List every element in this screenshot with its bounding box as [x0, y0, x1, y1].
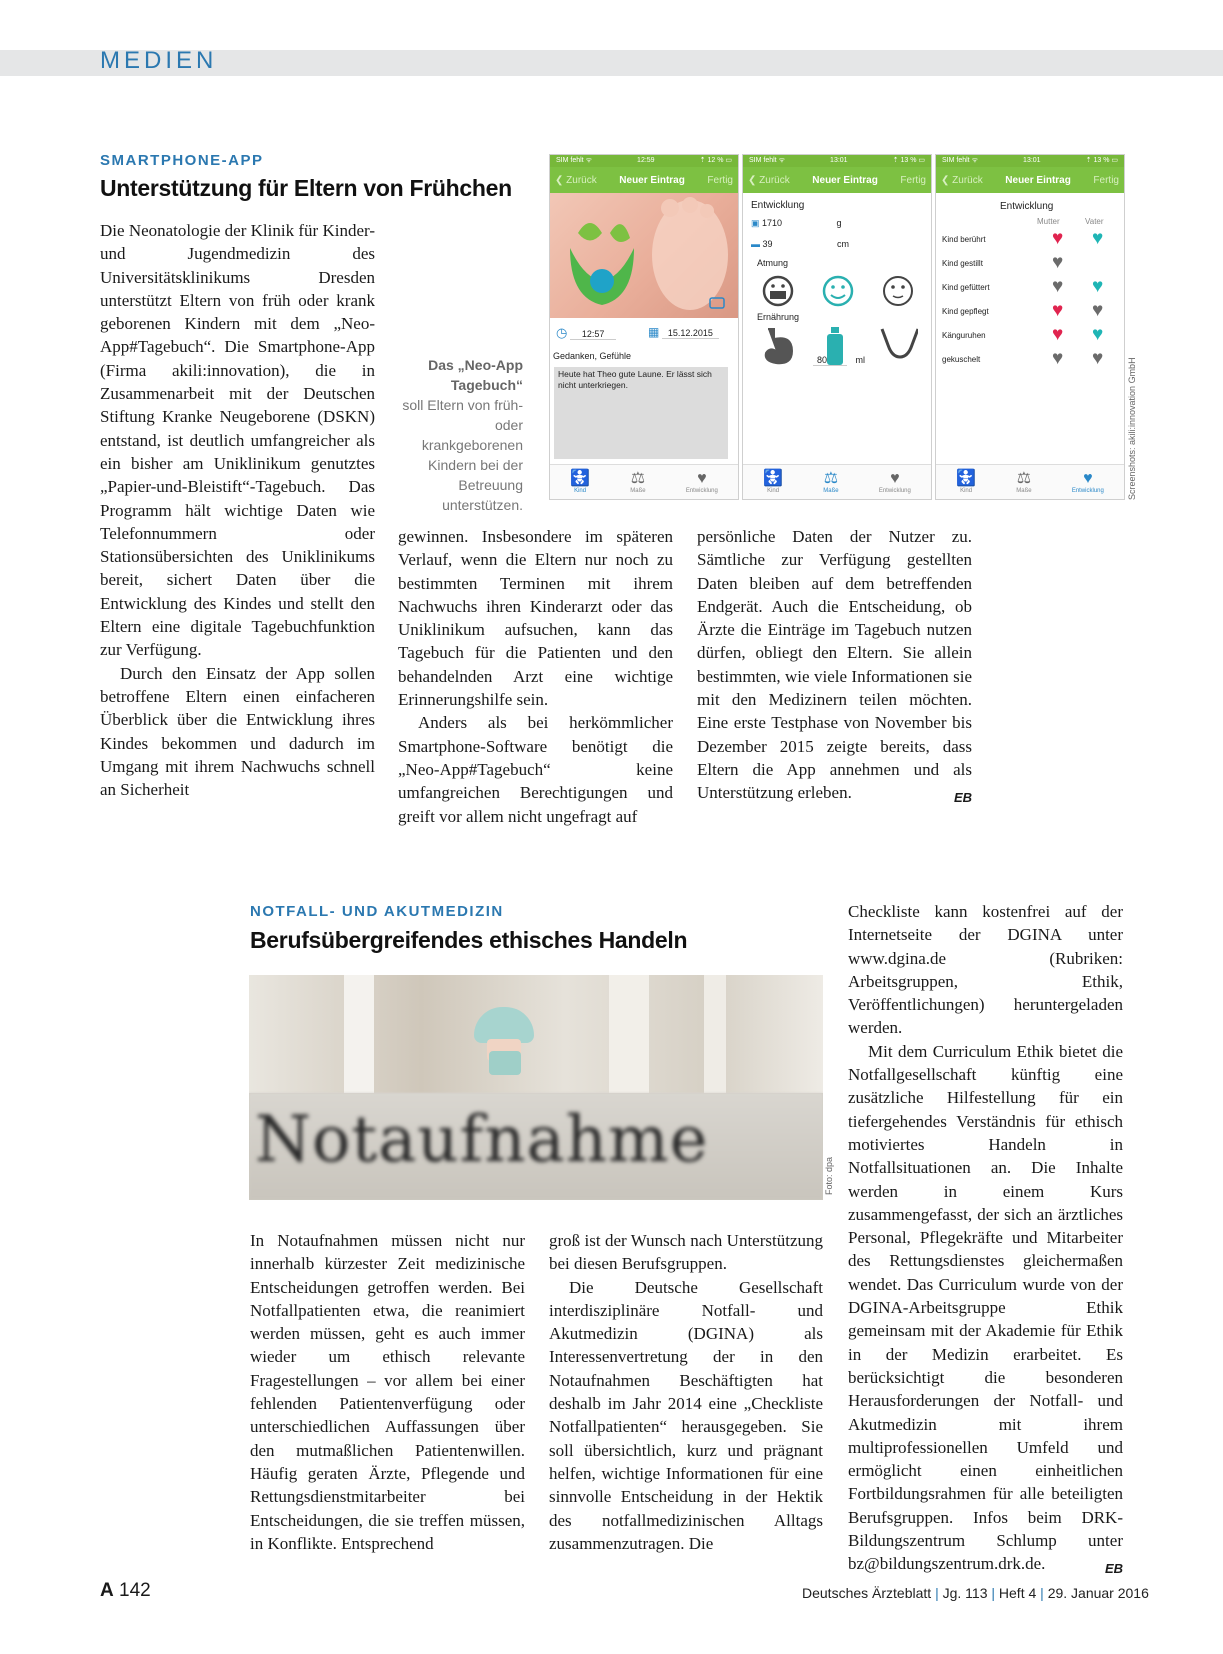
cpap-baby-icon — [824, 277, 852, 305]
breathing-label: Atmung — [757, 258, 789, 268]
heart-toggle-icon[interactable]: ♥ — [1052, 228, 1064, 249]
done-button[interactable]: Fertig — [707, 174, 733, 186]
tab-masse[interactable]: ⚖ Maße — [1016, 470, 1032, 494]
caption-text: soll Eltern von früh- oder krankgeborenen Kindern bei der Betreuung unterstützen. — [402, 397, 523, 513]
tab-entwicklung[interactable]: ♥ Entwicklung — [878, 470, 911, 494]
breathing-options — [758, 273, 918, 309]
row-label: gekuschelt — [942, 355, 981, 364]
journal-volume: Jg. 113 — [942, 1585, 988, 1601]
heart-toggle-icon[interactable]: ♥ — [1052, 324, 1064, 345]
baby-icon: 🚼 — [956, 470, 977, 487]
notaufnahme-sign: Notaufnahme — [255, 1103, 709, 1177]
article2-column-1 — [250, 1229, 525, 1555]
journal-date: 29. Januar 2016 — [1047, 1585, 1149, 1601]
scale-icon: ⚖ — [823, 470, 839, 487]
heart-icon: ♥ — [697, 470, 707, 487]
baby-icon: 🚼 — [570, 470, 591, 487]
article1-title: Unterstützung für Eltern von Frühchen — [100, 175, 512, 201]
paragraph: Die Neonatologie der Klinik für Kinder- und Jugendmedizin des Universitätsklinikums Dresden unterstützt Eltern von früh oder krank geborenen Kindern mit dem „Neo-App#Tagebuch“. Die Smartphone-App (Firma akili:innovation), die in Zusammenarbeit mit der Deutschen Stiftung Kranke Neugeborene (DSKN) entstand, ist deutlich umfangreicher als ein bisher am Uniklinikum genutztes „Papier-und-Bleistift“-Tagebuch. Das Programm hält wichtige Daten wie Telefonnummern oder Stationsübersichten des Uniklinikums bereit, sichert Daten über die Entwicklung des Kindes und stellt den Eltern eine digitale Tagebuchfunktion zur Verfügung. — [100, 221, 375, 660]
emergency-room-photo — [249, 975, 823, 1200]
page-prefix: A — [100, 1580, 114, 1601]
baby-photo — [550, 193, 738, 318]
calendar-icon: ▦ — [648, 325, 660, 339]
col-father: Vater — [1085, 217, 1104, 226]
app-nav-bar — [550, 167, 738, 193]
heart-icon: ♥ — [1083, 470, 1093, 487]
author-initials: EB — [1104, 1561, 1123, 1577]
heart-toggle-icon[interactable]: ♥ — [1052, 348, 1064, 369]
entry-date: ▦ 15.12.2015 — [648, 325, 719, 339]
row-label: Känguruhen — [942, 331, 986, 340]
tab-bar — [936, 464, 1124, 499]
nav-title: Neuer Eintrag — [1005, 174, 1071, 186]
tab-masse[interactable]: ⚖ Maße — [823, 470, 839, 494]
tab-kind[interactable]: 🚼 Kind — [570, 470, 591, 494]
row-label: Kind gefüttert — [942, 283, 990, 292]
paragraph: In Notaufnahmen müssen nicht nur innerhalb kürzester Zeit medizinische Entscheidungen getroffen werden. Bei Notfallpatienten etwa, die reanimiert werden müssen, geht es auch immer wieder um ethisch relevante Fragestellungen – vor allem bei einer fehlenden Patientenverfügung oder unterschiedlichen Auffassungen über den mutmaßlichen Patientenwillen. Häufig geraten Ärzte, Pflegende und Rettungsdienstmitarbeiter bei Entscheidungen, die sie treffen müssen, in Konflikte. Entsprechend — [250, 1231, 525, 1553]
nav-title: Neuer Eintrag — [812, 174, 878, 186]
app-screenshot-diary — [549, 154, 739, 500]
tab-entwicklung[interactable]: ♥ Entwicklung — [685, 470, 718, 494]
status-bar: SIM fehlt ᯤ 13:01 ⇡ 13 % ▭ — [936, 155, 1124, 167]
paragraph: Anders als bei herkömmlicher Smartphone-Software benötigt die „Neo-App#Tagebuch“ keine umfangreichen Berechtigungen und greift vor allem nicht ungefragt auf — [398, 713, 673, 826]
col-mother: Mutter — [1037, 217, 1060, 226]
ventilator-baby-icon — [764, 277, 792, 305]
journal-issue: Heft 4 — [998, 1585, 1037, 1601]
journal-info: Deutsches Ärzteblatt | Jg. 113 | Heft 4 | 29. Januar 2016 — [802, 1585, 1149, 1601]
heart-toggle-icon[interactable]: ♥ — [1092, 324, 1104, 345]
heart-toggle-icon[interactable]: ♥ — [1092, 348, 1104, 369]
notes-label: Gedanken, Gefühle — [553, 351, 632, 361]
notes-textarea[interactable]: Heute hat Theo gute Laune. Er lässt sich nicht unterkriegen. — [554, 367, 728, 459]
heart-toggle-icon[interactable]: ♥ — [1092, 228, 1104, 249]
row-label: Kind gestillt — [942, 259, 983, 268]
paragraph: Mit dem Curriculum Ethik bietet die Notfallgesellschaft künftig eine zusätzliche Hilfestellung für ein tiefergehendes Verständnis für ethisch motiviertes Handeln in Notfallsituationen an. Die Inhalte werden in einem Kurs zusammengefasst, der sich an ärztliches Personal, Pflegekräfte und Mitarbeiter des Rettungsdienstes gleichermaßen wendet. Das Curriculum wurde von der DGINA-Arbeitsgruppe Ethik gemeinsam mit der Akademie für Ethik in der Medizin erarbeitet. Es berücksichtigt die besonderen Herausforderungen der Notfall- und Akutmedizin mit ihrem multiprofessionellen Umfeld und ermöglicht einen einheitlichen Fortbildungsrahmen für alle beteiligten Berufsgruppen. Infos beim DRK-Bildungszentrum Schlump unter bz@bildungszentrum.drk.de. EB — [848, 1040, 1123, 1576]
length-row: ▬ 39 cm — [751, 239, 850, 249]
done-button[interactable]: Fertig — [900, 174, 926, 186]
status-bar: SIM fehlt ᯤ 13:01 ⇡ 13 % ▭ — [743, 155, 931, 167]
breastfeeding-icon — [882, 329, 918, 357]
free-breathing-baby-icon — [884, 277, 912, 305]
nav-title: Neuer Eintrag — [619, 174, 685, 186]
app-screenshot-development — [935, 154, 1125, 500]
heart-toggle-icon[interactable]: ♥ — [1052, 300, 1064, 321]
done-button[interactable]: Fertig — [1093, 174, 1119, 186]
paragraph: Durch den Einsatz der App sollen betroffene Eltern einen einfacheren Überblick über die Entwicklung ihres Kindes bekommen und dadurch im Umgang mit ihrem Nachwuchs schnell an Sicherheit — [100, 663, 375, 800]
stomach-tube-icon — [766, 329, 792, 363]
back-button[interactable]: ❮ Zurück — [941, 174, 983, 186]
tab-bar — [743, 464, 931, 499]
journal-name: Deutsches Ärzteblatt — [802, 1585, 932, 1601]
app-screenshot-measures — [742, 154, 932, 500]
paragraph: groß ist der Wunsch nach Unterstützung bei diesen Berufsgruppen. — [549, 1231, 823, 1274]
app-nav-bar — [936, 167, 1124, 193]
heart-toggle-icon[interactable]: ♥ — [1052, 252, 1064, 273]
page-number-value: 142 — [119, 1580, 151, 1601]
article2-column-3 — [848, 900, 1123, 1581]
heart-toggle-icon[interactable]: ♥ — [1092, 276, 1104, 297]
paragraph: Die Deutsche Gesellschaft interdisziplinäre Notfall- und Akutmedizin (DGINA) als Interessenvertretung der in den Notaufnahmen Beschäftigten hat deshalb im Jahr 2014 eine „Checkliste Notfallpatienten“ herausgegeben. Sie soll übersichtlich, kurz und prägnant helfen, wichtige Informationen für eine sinnvolle Entscheidung in der Hektik des notfallmedizinischen Alltags zusammenzutragen. Die — [549, 1277, 823, 1553]
article2-column-2 — [549, 1229, 823, 1555]
article1-column-2 — [398, 525, 673, 828]
photo-credit: Screenshots: akili:innovation GmbH — [1127, 357, 1137, 500]
heart-toggle-icon[interactable]: ♥ — [1092, 300, 1104, 321]
length-input[interactable]: 39 — [762, 239, 773, 249]
baby-icon: 🚼 — [763, 470, 784, 487]
paragraph: Checkliste kann kostenfrei auf der Internetseite der DGINA unter www.dgina.de (Rubriken: Arbeitsgruppen, Ethik, Veröffentlichungen) heruntergeladen werden. — [848, 902, 1123, 1038]
row-label: Kind gepflegt — [942, 307, 989, 316]
status-bar: SIM fehlt ᯤ 12:59 ⇡ 12 % ▭ — [550, 155, 738, 167]
ruler-icon: ▬ — [751, 239, 760, 249]
article1-column-3 — [697, 525, 972, 810]
amount-row: 80 ml — [813, 355, 865, 366]
amount-input[interactable]: 80 — [813, 355, 847, 366]
tab-entwicklung[interactable]: ♥ Entwicklung — [1071, 470, 1104, 494]
article1-caption — [395, 355, 523, 515]
article1-kicker: SMARTPHONE-APP — [100, 152, 264, 169]
article2-title: Berufsübergreifendes ethisches Handeln — [250, 927, 688, 953]
article1-column-1 — [100, 219, 375, 801]
paragraph: persönliche Daten der Nutzer zu. Sämtliche zur Verfügung gestellten Daten bleiben auf dem betreffenden Endgerät. Auch die Entscheidung, ob Ärzte die Einträge im Tagebuch nutzen dürfen, obliegt den Eltern. Sie allein bestimmten, wie viele Informationen sie mit den Medizinern teilen möchten. Eine erste Testphase von November bis Dezember 2015 zeigte bereits, dass Eltern die App annehmen und als Unterstützung erleben. EB — [697, 525, 972, 805]
paragraph: gewinnen. Insbesondere im späteren Verlauf, wenn die Eltern nur noch zu bestimmten Terminen mit ihrem Nachwuchs ihren Kinderarzt oder das Uniklinikum aufsuchen, kann das Tagebuch für die Patienten und den behandelnden Arzt eine wichtige Erinnerungshilfe sein. — [398, 527, 673, 710]
clock-icon: ◷ — [556, 325, 568, 340]
entry-time: ◷ 12:57 — [556, 325, 616, 341]
feeding-label: Ernährung — [757, 312, 800, 322]
heart-icon: ♥ — [890, 470, 900, 487]
back-button[interactable]: ❮ Zurück — [555, 174, 597, 186]
section-label: MEDIEN — [100, 47, 218, 74]
tab-kind[interactable]: 🚼 Kind — [763, 470, 784, 494]
section-title: Entwicklung — [1000, 201, 1054, 212]
scale-icon: ⚖ — [630, 470, 646, 487]
tab-kind[interactable]: 🚼 Kind — [956, 470, 977, 494]
article2-kicker: NOTFALL- UND AKUTMEDIZIN — [250, 903, 504, 920]
section-title: Entwicklung — [751, 200, 805, 211]
heart-toggle-icon[interactable]: ♥ — [1052, 276, 1064, 297]
weight-icon: ▣ — [751, 218, 760, 228]
weight-input[interactable]: 1710 — [762, 218, 783, 228]
tab-bar — [550, 464, 738, 499]
scale-icon: ⚖ — [1016, 470, 1032, 487]
page-number — [100, 1580, 151, 1602]
author-initials: EB — [953, 790, 972, 806]
tab-masse[interactable]: ⚖ Maße — [630, 470, 646, 494]
caption-title: Das „Neo-App Tagebuch“ — [428, 357, 523, 393]
row-label: Kind berührt — [942, 235, 986, 244]
app-nav-bar — [743, 167, 931, 193]
photo-credit: Foto: dpa — [824, 1156, 834, 1195]
back-button[interactable]: ❮ Zurück — [748, 174, 790, 186]
app-logo-icon — [550, 193, 738, 318]
weight-row: ▣ 1710 g — [751, 218, 842, 228]
